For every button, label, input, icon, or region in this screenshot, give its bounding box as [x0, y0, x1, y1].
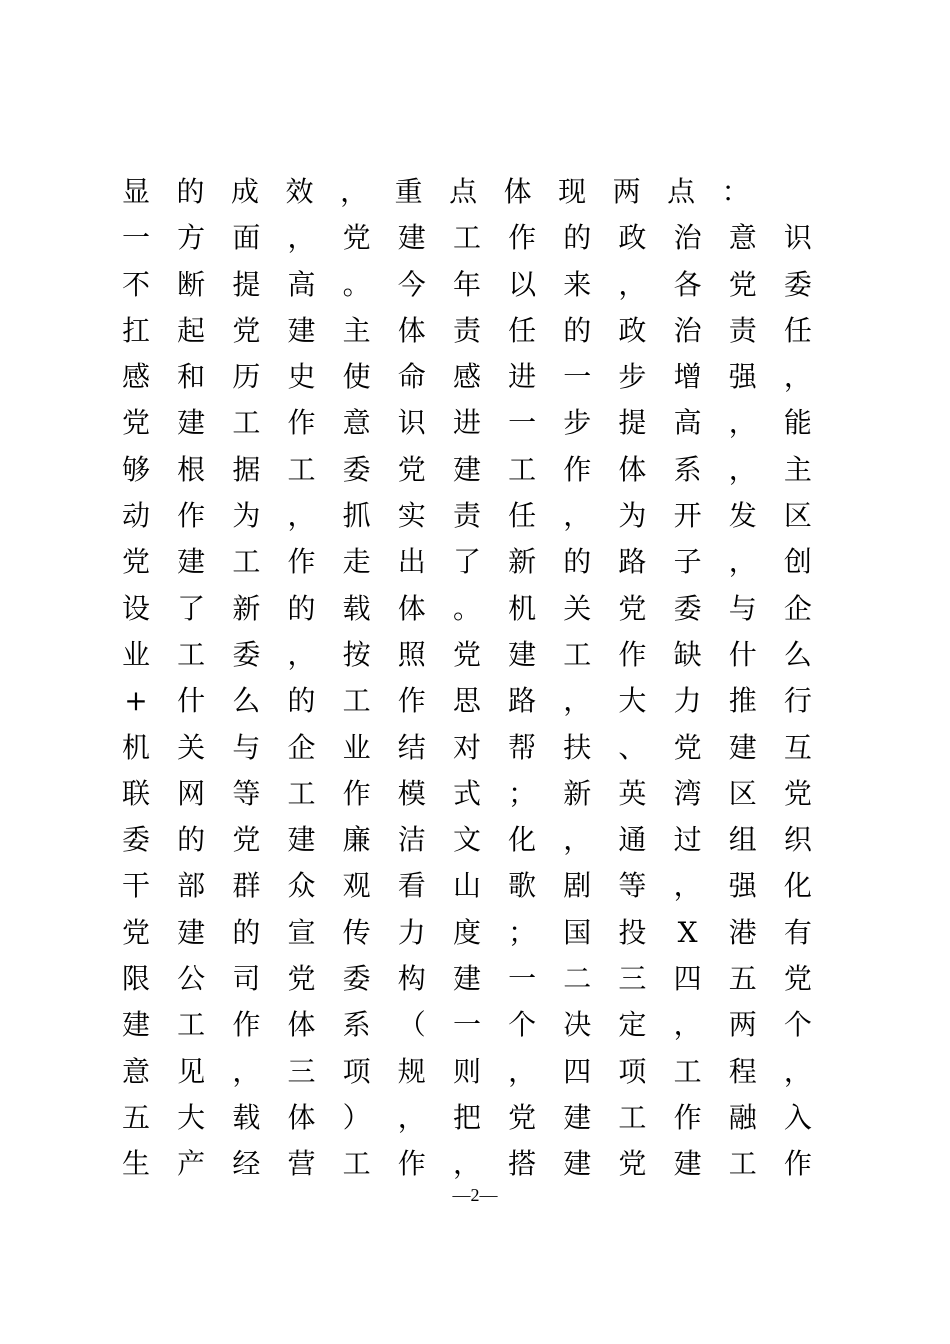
text-line: 委 的 党 建 廉 洁 文 化 ， 通 过 组 织	[122, 823, 812, 857]
text-line: 建 工 作 体 系 （ 一 个 决 定 ， 两 个	[122, 1008, 812, 1042]
page-number: —2—	[452, 1185, 498, 1205]
text-line: 动 作 为 ， 抓 实 责 任 ， 为 开 发 区	[122, 499, 812, 533]
text-line: 感 和 历 史 使 命 感 进 一 步 增 强 ，	[122, 360, 812, 394]
text-line: 党 建 的 宣 传 力 度 ； 国 投 X 港 有	[122, 915, 812, 949]
text-line: 党 建 工 作 走 出 了 新 的 路 子 ， 创	[122, 545, 812, 579]
text-line: 设 了 新 的 载 体 。 机 关 党 委 与 企	[122, 591, 812, 625]
text-line: 生 产 经 营 工 作 ， 搭 建 党 建 工 作	[122, 1147, 812, 1181]
text-line: 党 建 工 作 意 识 进 一 步 提 高 ， 能	[122, 406, 812, 440]
text-line: 一 方 面 ， 党 建 工 作 的 政 治 意 识	[122, 221, 812, 255]
text-line: 机 关 与 企 业 结 对 帮 扶 、 党 建 互	[122, 730, 812, 764]
text-line: 限 公 司 党 委 构 建 一 二 三 四 五 党	[122, 962, 812, 996]
text-line: 够 根 据 工 委 党 建 工 作 体 系 ， 主	[122, 452, 812, 486]
text-line: 业 工 委 ， 按 照 党 建 工 作 缺 什 么	[122, 637, 812, 671]
text-line: 扛 起 党 建 主 体 责 任 的 政 治 责 任	[122, 313, 812, 347]
body-text	[122, 169, 812, 1188]
text-line: 显 的 成 效 ， 重 点 体 现 两 点 ：	[122, 175, 750, 208]
text-line: 五 大 载 体 ） ， 把 党 建 工 作 融 入	[122, 1100, 812, 1134]
text-line: 不 断 提 高 。 今 年 以 来 ， 各 党 委	[122, 267, 812, 301]
text-line: 联 网 等 工 作 模 式 ； 新 英 湾 区 党	[122, 776, 812, 810]
text-line: 干 部 群 众 观 看 山 歌 剧 等 ， 强 化	[122, 869, 812, 903]
text-line: + 什 么 的 工 作 思 路 ， 大 力 推 行	[124, 684, 812, 718]
text-line: 意 见 ， 三 项 规 则 ， 四 项 工 程 ，	[122, 1054, 812, 1088]
